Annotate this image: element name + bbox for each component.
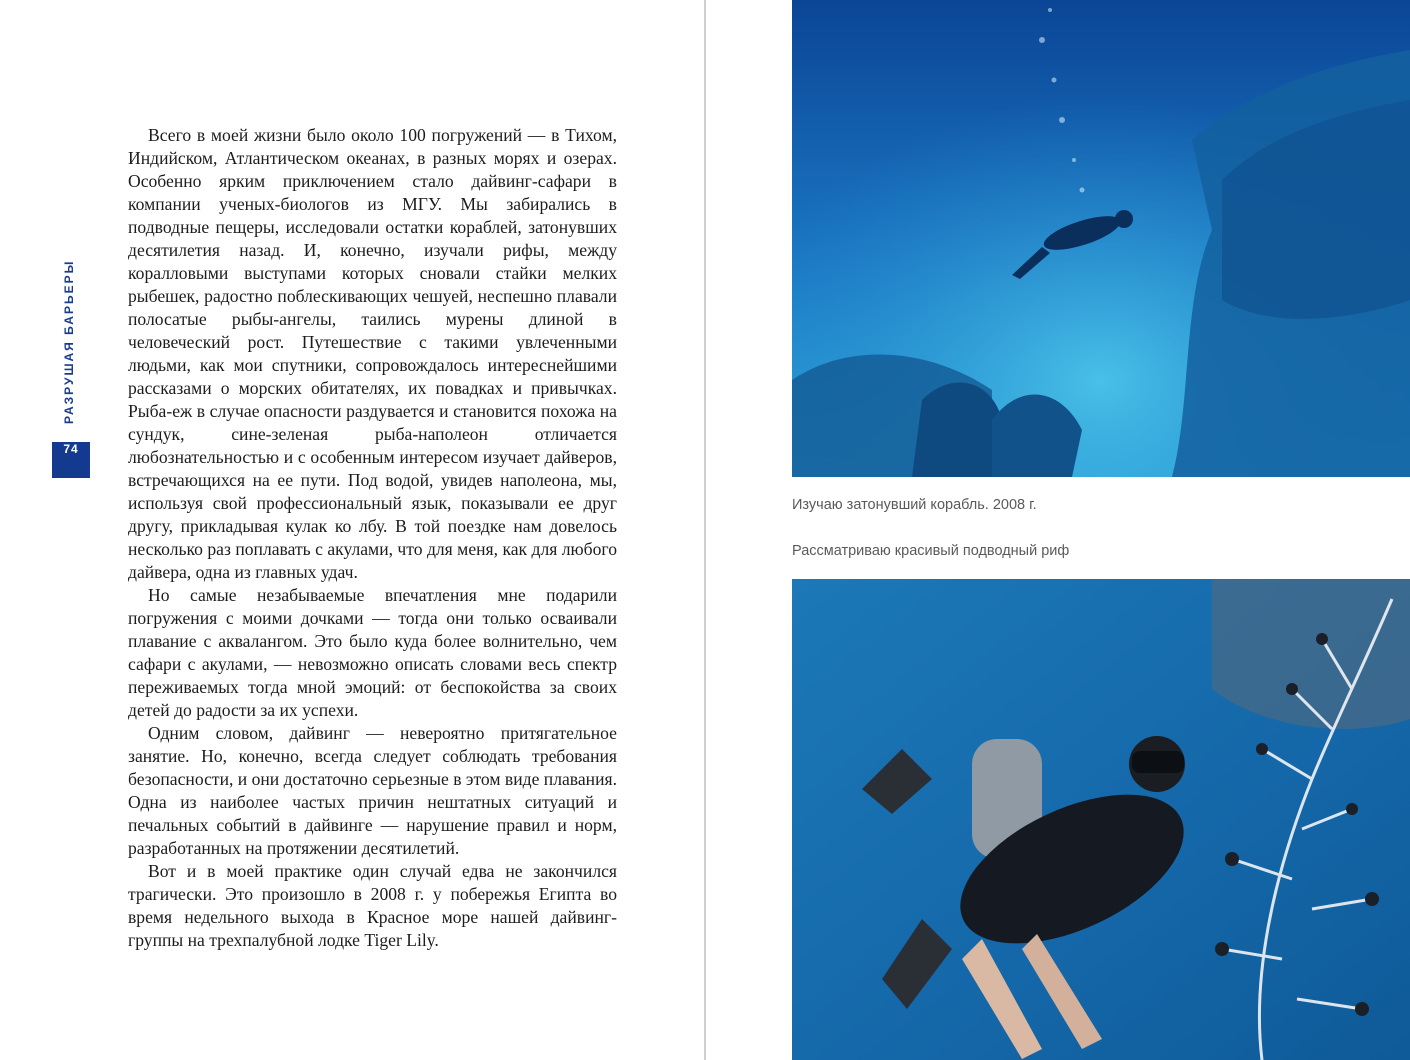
paragraph-1: Всего в моей жизни было около 100 погружений — в Тихом, Индийском, Атлантическом океанах, в разных морях и озерах. Особенно ярким приключением стало дайвинг-сафари в компании ученых-биологов из МГУ. Мы забирались в подводные пещеры, исследовали остатки кораблей, затонувших десятилетия назад. И, конечно, изучали рифы, между коралловыми выступами которых сновали стайки мелких рыбешек, радостно поблескивающих чешуей, неспешно плавали полосатые рыбы-ангелы, таились мурены длиной в человеческий рост. Путешествие с такими увлеченными людьми, как мои спутники, сопровождалось интереснейшими рассказами о морских обитателях, их повадках и привычках. Рыба-еж в случае опасности раздувается и становится похожа на сундук, сине-зеленая рыба-наполеон отличается любознательностью и с особенным интересом изучает дайверов, встречающихся на ее пути. Под водой, увидев наполеона, мы, используя свой профессиональный язык, показывали ее друг другу, прикладывая кулак ко лбу. В той поездке нам довелось несколько раз поплавать с акулами, что для меня, как для любого дайвера, одна из главных удач.	[128, 125, 617, 582]
right-page	[706, 0, 1410, 1060]
paragraph-2: Но самые незабываемые впечатления мне подарили погружения с моими дочками — тогда они только осваивали плавание с аквалангом. Это было куда более волнительно, чем сафари с акулами, — невозможно описать словами весь спектр переживаемых тогда мной эмоций: от беспокойства за своих детей до радости за их успехи.	[128, 585, 617, 720]
shipwreck-photo	[792, 0, 1410, 477]
body-text	[128, 124, 617, 952]
running-head: РАЗРУШАЯ БАРЬЕРЫ	[62, 259, 76, 424]
paragraph-4: Вот и в моей практике один случай едва не закончился трагически. Это произошло в 2008 г. у побережья Египта во время недельного выхода в Красное море нашей дайвинг-группы на трехпалубной лодке Tiger Lily.	[128, 861, 617, 950]
page-number: 74	[52, 442, 90, 478]
left-page	[0, 0, 704, 1060]
reef-photo	[792, 579, 1410, 1060]
photo-1-caption: Изучаю затонувший корабль. 2008 г.	[792, 497, 1037, 513]
paragraph-3: Одним словом, дайвинг — невероятно притягательное занятие. Но, конечно, всегда следует соблюдать требования безопасности, и они достаточно серьезные в этом виде плавания. Одна из наиболее частых причин нештатных ситуаций и печальных событий в дайвинге — нарушение правил и норм, разработанных на протяжении десятилетий.	[128, 723, 617, 858]
photo-2-caption: Рассматриваю красивый подводный риф	[792, 543, 1070, 559]
